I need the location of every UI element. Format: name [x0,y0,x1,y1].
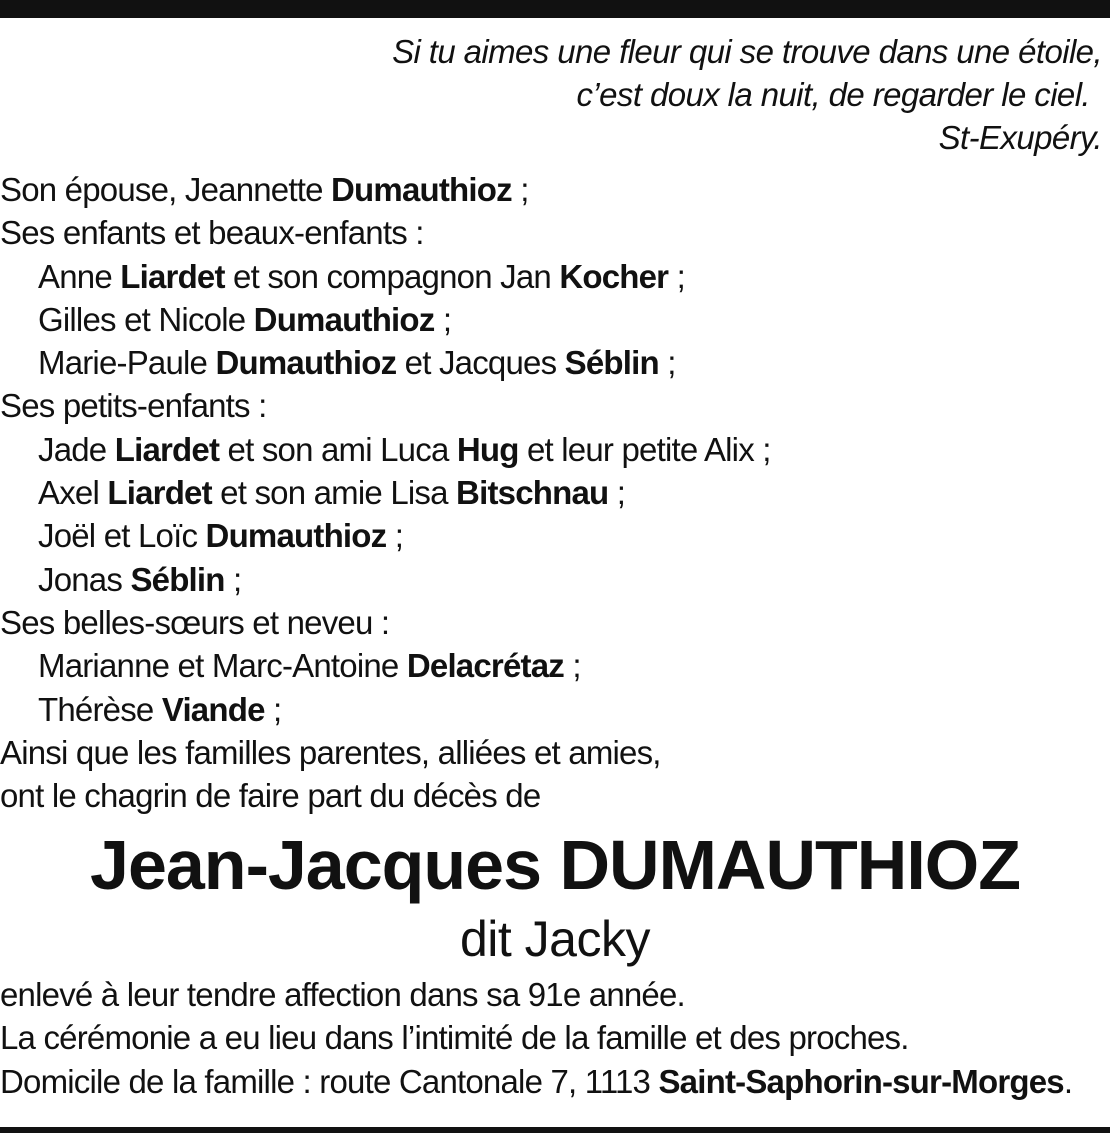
quote-line-1: Si tu aimes une fleur qui se trouve dans une étoile, [392,33,1102,70]
text: ; [563,647,581,685]
text: Marianne et Marc-Antoine [38,647,407,685]
text: et leur petite Alix ; [518,430,771,468]
text: Axel [38,474,108,512]
text: Thérèse [38,690,162,728]
text: ; [608,474,626,512]
closing-line-3 [0,1060,1110,1103]
surname: Dumauthioz [331,171,512,208]
surname: Séblin [564,344,659,382]
text: ; [668,257,685,295]
text: ; [434,300,452,338]
text: Jade [38,430,115,468]
surname: Liardet [114,430,220,468]
text: ; [386,517,404,555]
inlaws-heading: Ses belles-sœurs et neveu : [0,603,390,641]
surname: Kocher [559,257,669,295]
grandchild-line [0,514,1110,557]
surname: Liardet [120,257,225,295]
closing-line-1: enlevé à leur tendre affection dans sa 91e année. [0,976,685,1013]
grandchild-line [0,558,1110,601]
epigraph-quote [392,30,1102,159]
grandchildren-heading: Ses petits-enfants : [0,387,267,425]
child-line [0,298,1110,341]
text: Gilles et Nicole [38,300,254,338]
text: et son amie Lisa [211,474,457,512]
children-heading: Ses enfants et beaux-enfants : [0,214,424,252]
text: ; [264,690,282,728]
text: Domicile de la famille : route Cantonale 7, 1113 [0,1062,659,1100]
text: Anne [38,257,121,295]
inlaw-line [0,688,1110,731]
text: ; [224,560,242,598]
surname: Séblin [130,560,225,598]
text: Marie-Paule [38,344,216,382]
text: Joël et Loïc [38,517,206,555]
surname: Delacrétaz [406,647,564,685]
grandchild-line [0,471,1110,514]
text: et Jacques [396,344,565,382]
surname: Dumauthioz [205,517,387,555]
text: Jonas [38,560,131,598]
deceased-nickname: dit Jacky [459,911,650,967]
spouse-line [0,168,1110,211]
top-border-rule [0,0,1110,18]
surname: Bitschnau [456,474,609,512]
text: et son ami Luca [219,430,457,468]
closing-text [0,973,1110,1103]
text: ; [658,344,676,382]
deceased-name: Jean-Jacques DUMAUTHIOZ [90,826,1020,904]
quote-author: St-Exupéry. [938,119,1102,156]
surname: Liardet [107,474,212,512]
surname: Dumauthioz [253,300,435,338]
grandchild-line [0,428,1110,471]
text: Son épouse, Jeannette [0,171,332,208]
child-line [0,255,1110,298]
text: et son compagnon Jan [224,257,560,295]
inlaw-line [0,644,1110,687]
text: ; [511,171,529,208]
child-line [0,341,1110,384]
announce-line: ont le chagrin de faire part du décès de [0,777,541,815]
surname: Viande [161,690,265,728]
quote-line-2: c’est doux la nuit, de regarder le ciel. [576,76,1090,113]
family-list [0,168,1110,817]
surname: Dumauthioz [215,344,397,382]
bottom-border-rule [0,1127,1110,1133]
others-line: Ainsi que les familles parentes, alliées et amies, [0,733,661,771]
surname: Hug [456,430,519,468]
closing-line-2: La cérémonie a eu lieu dans l’intimité de la famille et des proches. [0,1019,909,1057]
place-name: Saint-Saphorin-sur-Morges [658,1062,1064,1100]
text: . [1063,1062,1073,1100]
